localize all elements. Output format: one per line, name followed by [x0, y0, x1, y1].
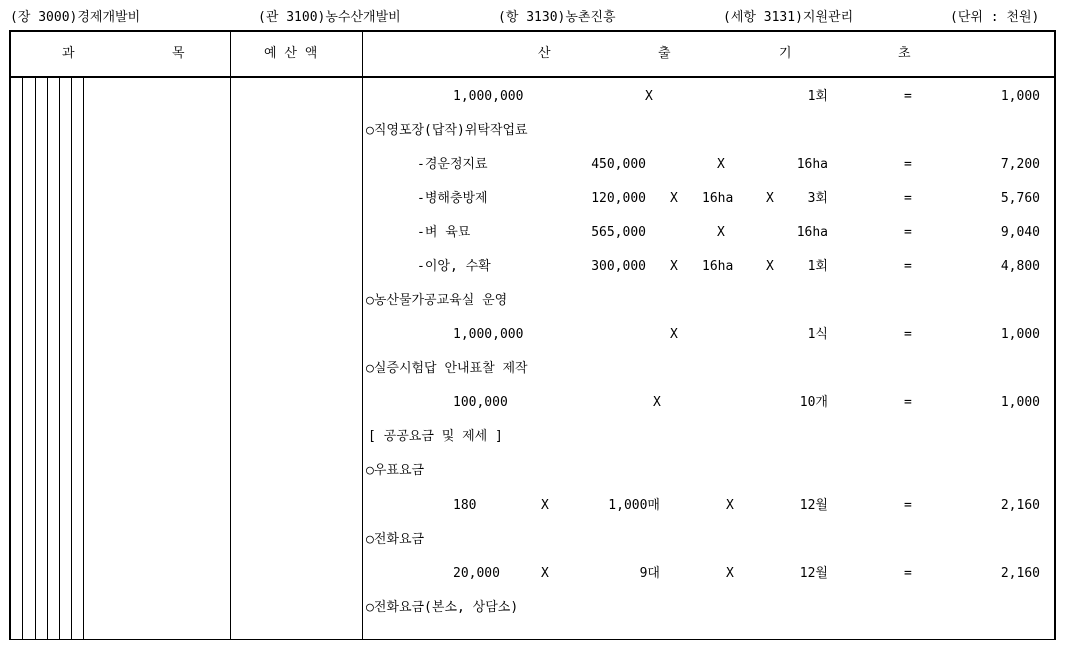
column-header-subject-b: 목	[172, 46, 185, 61]
equals-sign: =	[904, 566, 912, 581]
equals-sign: =	[904, 157, 912, 172]
table-row	[0, 123, 1067, 143]
table-row	[0, 463, 1067, 483]
column-header-subject-a: 과	[62, 46, 75, 61]
multiply-sign: X	[717, 157, 725, 172]
table-row	[0, 293, 1067, 313]
row-total: 2,160	[1000, 566, 1040, 581]
multiply-sign: X	[670, 191, 678, 206]
equals-sign: =	[904, 259, 912, 274]
row-total: 1,000	[1000, 395, 1040, 410]
multiply-sign: X	[726, 566, 734, 581]
column-header-basis-2: 출	[658, 46, 671, 61]
column-header-basis-1: 산	[538, 46, 551, 61]
quantity: 1식	[807, 327, 828, 342]
quantity: 1회	[807, 89, 828, 104]
item-title: ○직영포장(답작)위탁작업료	[366, 123, 528, 138]
quantity-1: 1,000매	[608, 498, 660, 513]
item-title: ○실증시험답 안내표찰 제작	[366, 361, 528, 376]
table-row	[0, 225, 1067, 245]
header-hang: (항 3130)농촌진흥	[498, 10, 616, 25]
table-row	[0, 566, 1067, 586]
table-row	[0, 600, 1067, 620]
equals-sign: =	[904, 395, 912, 410]
equals-sign: =	[904, 327, 912, 342]
item-name: -이앙, 수확	[417, 259, 491, 274]
section-heading: [ 공공요금 및 제세 ]	[368, 429, 503, 444]
quantity: 16ha	[796, 157, 828, 172]
quantity: 10개	[799, 395, 828, 410]
quantity-1: 9대	[639, 566, 660, 581]
equals-sign: =	[904, 89, 912, 104]
unit-price: 450,000	[591, 157, 646, 172]
multiply-sign: X	[653, 395, 661, 410]
table-row	[0, 191, 1067, 211]
unit-price: 120,000	[591, 191, 646, 206]
multiply-sign: X	[645, 89, 653, 104]
unit-amount: 180	[453, 498, 477, 513]
row-total: 4,800	[1000, 259, 1040, 274]
table-row	[0, 395, 1067, 415]
header-jang: (장 3000)경제개발비	[10, 10, 141, 25]
unit-price: 300,000	[591, 259, 646, 274]
unit-amount: 1,000,000	[453, 89, 524, 104]
header-sehang: (세항 3131)지원관리	[723, 10, 854, 25]
unit-amount: 1,000,000	[453, 327, 524, 342]
quantity-1: 16ha	[702, 259, 734, 274]
table-top-border	[9, 30, 1056, 32]
header-gwan: (관 3100)농수산개발비	[258, 10, 401, 25]
row-total: 1,000	[1000, 327, 1040, 342]
table-header-divider	[9, 76, 1056, 78]
header-unit: (단위 : 천원)	[950, 10, 1040, 25]
column-header-basis-4: 초	[898, 46, 911, 61]
table-row	[0, 89, 1067, 109]
row-total: 7,200	[1000, 157, 1040, 172]
quantity: 16ha	[796, 225, 828, 240]
multiply-sign: X	[766, 191, 774, 206]
unit-amount: 20,000	[453, 566, 500, 581]
row-total: 9,040	[1000, 225, 1040, 240]
column-header-basis-3: 기	[779, 46, 792, 61]
table-bottom-border	[9, 639, 1056, 640]
quantity: 3회	[807, 191, 828, 206]
multiply-sign: X	[670, 327, 678, 342]
table-row	[0, 361, 1067, 381]
item-title: ○우표요금	[366, 463, 425, 478]
quantity-1: 16ha	[702, 191, 734, 206]
unit-price: 565,000	[591, 225, 646, 240]
multiply-sign: X	[766, 259, 774, 274]
quantity: 12월	[799, 566, 828, 581]
equals-sign: =	[904, 225, 912, 240]
multiply-sign: X	[541, 498, 549, 513]
multiply-sign: X	[541, 566, 549, 581]
item-name: -경운정지료	[417, 157, 488, 172]
item-name: -벼 육묘	[417, 225, 471, 240]
item-title: ○농산물가공교육실 운영	[366, 293, 508, 308]
equals-sign: =	[904, 191, 912, 206]
row-total: 5,760	[1000, 191, 1040, 206]
table-row	[0, 259, 1067, 279]
item-title: ○전화요금	[366, 532, 425, 547]
multiply-sign: X	[670, 259, 678, 274]
table-row	[0, 498, 1067, 518]
table-row	[0, 532, 1067, 552]
quantity: 1회	[807, 259, 828, 274]
row-total: 1,000	[1000, 89, 1040, 104]
item-name: -병해충방제	[417, 191, 488, 206]
table-row	[0, 429, 1067, 449]
item-title: ○전화요금(본소, 상담소)	[366, 600, 519, 615]
row-total: 2,160	[1000, 498, 1040, 513]
equals-sign: =	[904, 498, 912, 513]
multiply-sign: X	[717, 225, 725, 240]
unit-amount: 100,000	[453, 395, 508, 410]
multiply-sign: X	[726, 498, 734, 513]
quantity: 12월	[799, 498, 828, 513]
table-row	[0, 157, 1067, 177]
table-row	[0, 327, 1067, 347]
column-header-budget: 예 산 액	[264, 46, 318, 61]
